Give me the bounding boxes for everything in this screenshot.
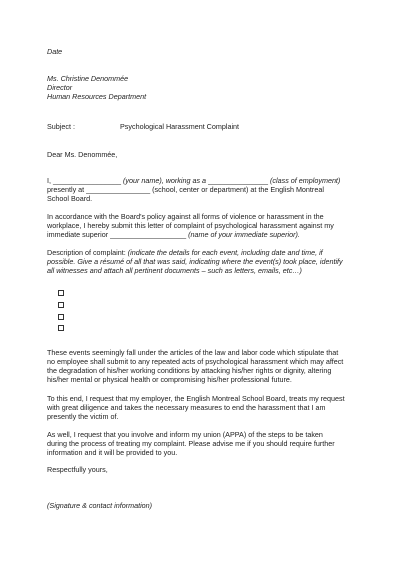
class-of-employment-blank: _______________ — [208, 176, 269, 185]
checkbox-item[interactable] — [58, 324, 64, 333]
para1-text-e: (school, center or department) at the English Montreal — [150, 185, 324, 194]
paragraph-union — [47, 430, 357, 457]
checkbox-item[interactable] — [58, 313, 64, 322]
date-placeholder: Date — [47, 47, 63, 56]
para2-line2: workplace, I hereby submit this letter of complaint of psychological harassment against my — [47, 221, 334, 230]
para1-text-f: School Board. — [47, 194, 93, 203]
paragraph-law — [47, 348, 357, 384]
para2-text-a: immediate superior — [47, 230, 111, 239]
para3-line3: all witnesses and attach all pertinent documents – such as letters, emails, etc…) — [47, 266, 302, 275]
checkbox-icon — [58, 302, 64, 308]
para2-text-b: (name of your immediate superior). — [186, 230, 300, 239]
para5-line1: To this end, I request that my employer, the English Montreal School Board, treats my request — [47, 394, 345, 403]
recipient-block — [47, 74, 357, 101]
para1-text-d: presently at — [47, 185, 87, 194]
recipient-name: Ms. Christine Denommée — [47, 74, 129, 83]
para4-line4: his/her mental or physical health or compromising his/her professional future. — [47, 375, 292, 384]
recipient-title: Director — [47, 83, 73, 92]
closing: Respectfully yours, — [47, 465, 108, 474]
para3-line2: possible. Give a résumé of all that was said, indicating where the event(s) took place, identify — [47, 257, 343, 266]
superior-name-blank: ___________________ — [110, 230, 187, 239]
para1-text-c: (class of employment) — [268, 176, 341, 185]
para2-line1: In accordance with the Board's policy against all forms of violence or harassment in the — [47, 212, 324, 221]
paragraph-request — [47, 394, 357, 421]
signature-placeholder: (Signature & contact information) — [47, 501, 153, 510]
paragraph-description — [47, 248, 357, 275]
subject-text: Psychological Harassment Complaint — [120, 122, 240, 131]
para5-line3: presently the victim of. — [47, 412, 119, 421]
para4-line2: no employee shall submit to any repeated acts of psychological harassment which may affect — [47, 357, 344, 366]
paragraph-policy — [47, 212, 357, 239]
checkbox-icon — [58, 314, 64, 320]
description-label: Description of complaint: — [47, 248, 128, 257]
para5-line2: with great diligence and takes the necessary measures to end the harassment that I am — [47, 403, 326, 412]
school-blank: ________________ — [86, 185, 151, 194]
salutation: Dear Ms. Denommée, — [47, 150, 118, 159]
checkbox-icon — [58, 325, 64, 331]
subject-label: Subject : — [47, 122, 75, 131]
checkbox-icon — [58, 290, 64, 296]
para6-line1: As well, I request that you involve and inform my union (APPA) of the steps to be taken — [47, 430, 323, 439]
description-instructions: (indicate the details for each event, including date and time, if — [127, 248, 323, 257]
para1-text-a: I, — [47, 176, 53, 185]
para4-line3: the degradation of his/her working conditions by attacking his/her rights or dignity, altering — [47, 366, 332, 375]
para6-line3: information and it will be provided to you. — [47, 448, 178, 457]
recipient-department: Human Resources Department — [47, 92, 147, 101]
para4-line1: These events seemingly fall under the articles of the law and labor code which stipulate that — [47, 348, 339, 357]
subject-line — [47, 122, 357, 131]
para1-text-b: (your name), working as a — [120, 176, 209, 185]
checkbox-item[interactable] — [58, 301, 64, 310]
checkbox-item[interactable] — [58, 289, 64, 298]
your-name-blank: _________________ — [53, 176, 121, 185]
para6-line2: during the process of treating my complaint. Please advise me if you should require further — [47, 439, 335, 448]
paragraph-identity — [47, 176, 357, 203]
